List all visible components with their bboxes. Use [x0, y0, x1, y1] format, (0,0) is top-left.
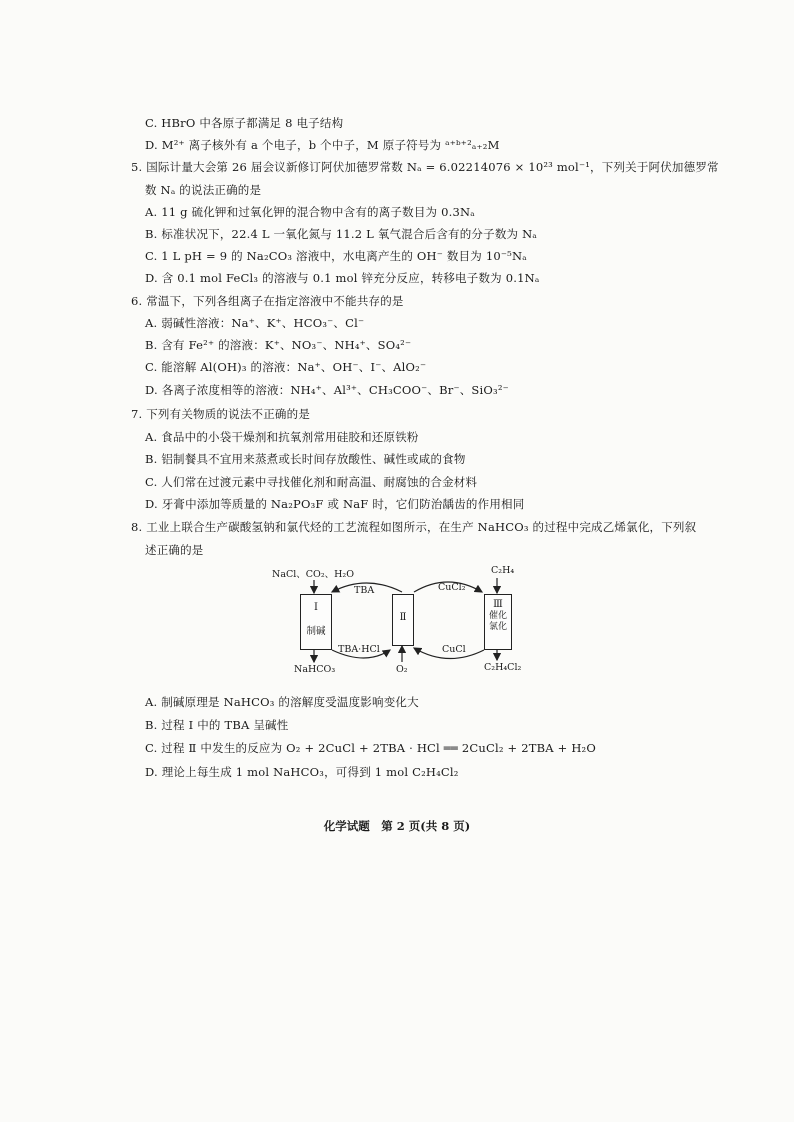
input-nacl-co2-h2o: NaCl、CO₂、H₂O: [272, 569, 355, 580]
page-footer: 化学试题 第 2 页(共 8 页): [323, 819, 471, 833]
q7-option-a: A. 食品中的小袋干燥剂和抗氧剂常用硅胶和还原铁粉: [145, 430, 419, 444]
input-o2: O₂: [396, 664, 408, 675]
box1-number: Ⅰ: [314, 602, 318, 613]
q5-stem: 5. 国际计量大会第 26 届会议新修订阿伏加德罗常数 Nₐ = 6.02214076 × 10²³ mol⁻¹，下列关于阿伏加德罗常: [131, 160, 719, 174]
q4-option-c: C. HBrO 中各原子都满足 8 电子结构: [145, 116, 344, 130]
q5-option-a: A. 11 g 硫化钾和过氧化钾的混合物中含有的离子数目为 0.3Nₐ: [145, 205, 475, 219]
label-tba-hcl: TBA·HCl: [338, 644, 380, 655]
label-cucl: CuCl: [442, 644, 466, 655]
q7-option-b: B. 铝制餐具不宜用来蒸煮或长时间存放酸性、碱性或咸的食物: [145, 452, 466, 466]
box-process-2: [392, 594, 414, 646]
q6-stem: 6. 常温下，下列各组离子在指定溶液中不能共存的是: [131, 294, 404, 308]
box1-label: 制碱: [306, 626, 326, 637]
box2-number: Ⅱ: [399, 612, 407, 623]
output-c2h4cl2: C₂H₄Cl₂: [484, 662, 522, 673]
q6-option-b: B. 含有 Fe²⁺ 的溶液：K⁺、NO₃⁻、NH₄⁺、SO₄²⁻: [145, 338, 412, 352]
q8-stem: 8. 工业上联合生产碳酸氢钠和氯代烃的工艺流程如图所示，在生产 NaHCO₃ 的过程中完成乙烯氯化，下列叙: [131, 520, 697, 534]
q8-option-d: D. 理论上每生成 1 mol NaHCO₃，可得到 1 mol C₂H₄Cl₂: [145, 765, 459, 779]
box3-label: 催化氯化: [488, 611, 507, 632]
q5-option-d: D. 含 0.1 mol FeCl₃ 的溶液与 0.1 mol 锌充分反应，转移电子数为 0.1Nₐ: [145, 271, 540, 285]
label-cucl2: CuCl₂: [438, 582, 466, 593]
box-process-1: [300, 594, 332, 650]
q5-option-c: C. 1 L pH = 9 的 Na₂CO₃ 溶液中，水电离产生的 OH⁻ 数目为 10⁻⁵Nₐ: [145, 249, 527, 263]
q7-option-d: D. 牙膏中添加等质量的 Na₂PO₃F 或 NaF 时，它们防治龋齿的作用相同: [145, 497, 525, 511]
label-tba: TBA: [354, 585, 375, 596]
output-nahco3: NaHCO₃: [294, 664, 336, 675]
q4-option-d: D. M²⁺ 离子核外有 a 个电子，b 个中子，M 原子符号为 ᵃ⁺ᵇ⁺²ₐ₊₂M: [145, 138, 500, 152]
label-c2h4: C₂H₄: [491, 565, 515, 576]
process-flow-diagram: [262, 562, 562, 680]
q8-option-a: A. 制碱原理是 NaHCO₃ 的溶解度受温度影响变化大: [145, 695, 419, 709]
q5-stem-cont: 数 Nₐ 的说法正确的是: [145, 183, 262, 197]
q6-option-c: C. 能溶解 Al(OH)₃ 的溶液：Na⁺、OH⁻、I⁻、AlO₂⁻: [145, 360, 427, 374]
q8-stem-cont: 述正确的是: [145, 543, 204, 557]
box-process-3: [484, 594, 512, 650]
q6-option-d: D. 各离子浓度相等的溶液：NH₄⁺、Al³⁺、CH₃COO⁻、Br⁻、SiO₃²⁻: [145, 383, 509, 397]
q7-option-c: C. 人们常在过渡元素中寻找催化剂和耐高温、耐腐蚀的合金材料: [145, 475, 478, 489]
q8-option-b: B. 过程 Ⅰ 中的 TBA 呈碱性: [145, 718, 289, 732]
q6-option-a: A. 弱碱性溶液：Na⁺、K⁺、HCO₃⁻、Cl⁻: [145, 316, 365, 330]
q7-stem: 7. 下列有关物质的说法不正确的是: [131, 407, 311, 421]
box3-number: Ⅲ: [493, 599, 503, 610]
q8-option-c: C. 过程 Ⅱ 中发生的反应为 O₂ + 2CuCl + 2TBA · HCl ══ 2CuCl₂ + 2TBA + H₂O: [145, 741, 596, 755]
q5-option-b: B. 标准状况下，22.4 L 一氧化氮与 11.2 L 氧气混合后含有的分子数为 Nₐ: [145, 227, 537, 241]
